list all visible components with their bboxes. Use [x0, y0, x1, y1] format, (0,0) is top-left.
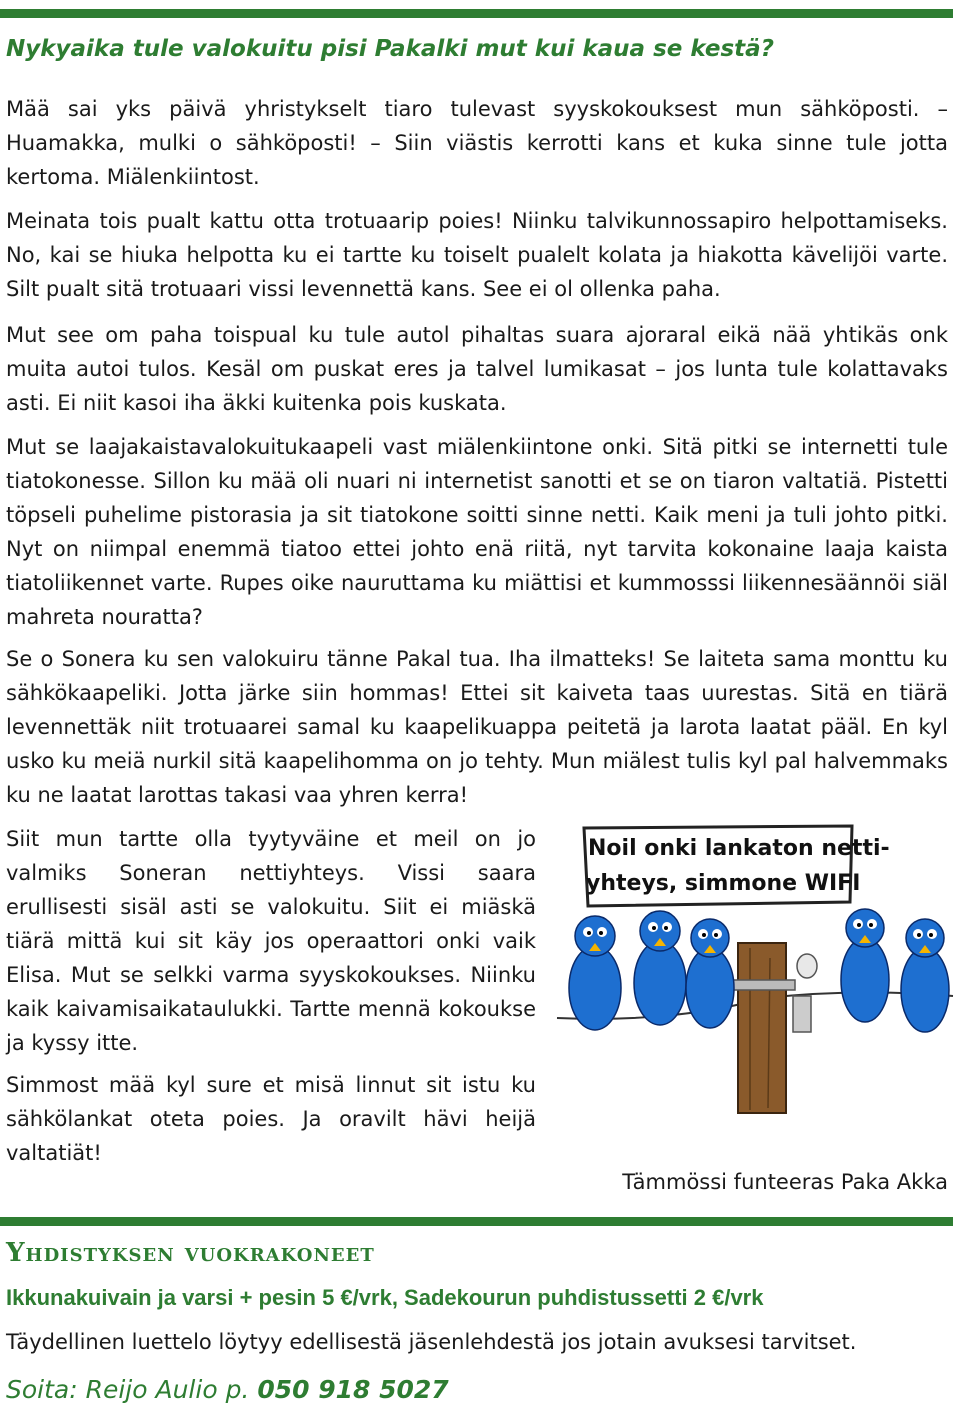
article-paragraph-3: Mut see om paha toispual ku tule autol pihaltas suara ajoraral eikä nää yhtikäs onk muita autoi tulos. Kesäl om puskat eres ja talvel lumikasat – jos lunta tule kolattavaks asti. Ei niit kasoi iha äkki kuitenka pois kuskata. — [6, 323, 948, 415]
speech-bubble — [578, 822, 890, 910]
article-paragraph-6: Siit mun tartte olla tyytyväine et meil on jo valmiks Soneran nettiyhteys. Vissi saara erullisesti sisäl asti se valokuitu. Siit ei miäskä tiärä mittä kui sit käy jos operaattori onki vaik Elisa. Mut se selkki varma syyskokoukses. Niinku kaik kaivamisaikataulukki. Tartte mennä kokoukse ja kyssy itte. — [6, 827, 536, 1055]
rentals-contact — [6, 1375, 449, 1404]
contact-phone-number: 050 918 5027 — [257, 1375, 449, 1404]
article-title: Nykyaika tule valokuitu pisi Pakalki mut kui kaua se kestä? — [6, 36, 775, 62]
article-paragraph-1: Mää sai yks päivä yhristykselt tiaro tulevast syyskokouksest mun sähköposti. – Huamakka, mulki o sähköposti! – Siin viästis kerrotti kans et kuka sinne tule jotta kertoma. Miälenkiintost. — [6, 97, 948, 189]
rentals-note: Täydellinen luettelo löytyy edellisestä jäsenlehdestä jos jotain avuksesi tarvitset. — [6, 1330, 857, 1354]
rentals-items: Ikkunakuivain ja varsi + pesin 5 €/vrk, Sadekourun puhdistussetti 2 €/vrk — [6, 1285, 764, 1310]
contact-label: Soita: Reijo Aulio p. — [6, 1375, 258, 1404]
top-divider — [0, 9, 953, 18]
article-paragraph-7: Simmost mää kyl sure et misä linnut sit istu ku sähkölankat oteta poies. Ja oravilt hävi heijä valtatiät! — [6, 1073, 536, 1165]
speech-line-2: yhteys, simmone WIFI — [586, 871, 861, 896]
speech-line-1: Noil onki lankaton netti- — [588, 836, 890, 861]
section-divider — [0, 1217, 953, 1226]
article-signature: Tämmössi funteeras Paka Akka — [622, 1170, 948, 1194]
article-paragraph-2: Meinata tois pualt kattu otta trotuaarip poies! Niinku talvikunnossapiro helpottamiseks. No, kai se hiuka helpotta ku ei tartte ku toiselt pualelt kolata ja hiakotta kävelijöi varte. Silt pualt sitä trotuaari vissi levennettä kans. See ei ol ollenka paha. — [6, 209, 948, 301]
rentals-heading: Yhdistyksen vuokrakoneet — [6, 1238, 375, 1268]
article-paragraph-5: Se o Sonera ku sen valokuiru tänne Pakal tua. Iha ilmatteks! Se laiteta sama monttu ku sähkökaapeliki. Jotta järke siin hommas! Ettei sit kaiveta taas uurestas. Sitä en tiärä levennettäk niit trotuaarei samal ku kaapelikuappa peitetä ja larota laatat pääl. En kyl usko ku meiä nurkil sitä kaapelihomma on jo tehty. Mun miälest tulis kyl pal halvemmaks ku ne laatat larottas takasi vaa yhren kerra! — [6, 647, 948, 807]
article-paragraph-4: Mut se laajakaistavalokuitukaapeli vast miälenkiintone onki. Sitä pitki se internetti tule tiatokonesse. Sillon ku mää oli nuari ni internetist sanotti et se on tiaron valtatiä. Pistetti töpseli puhelime pistorasia ja sit tiatokone soitti sinne netti. Kaik meni ja tuli johto pitki. Nyt on niimpal enemmä tiatoo ettei johto enä riitä, nyt tarvita kokonaine laaja kaista tiatoliikennet varte. Rupes oike nauruttama ku miättisi et kummosssi liikennesäännöi siäl mahreta nouratta? — [6, 435, 948, 629]
